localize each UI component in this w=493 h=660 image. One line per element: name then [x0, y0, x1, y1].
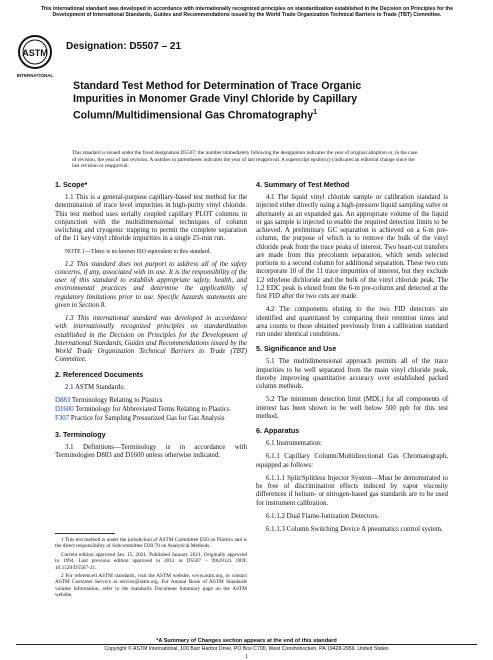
paragraph-1-2: 1.2 This standard does not purport to address all of the safety concerns, if any, associated with its use. It is the responsibility of the user of this standard to establish appropriate safety, health, and environmental practices and determine the applicability of regulatory limitations prior to use. Specific hazards statements are given in Section 8. [55, 260, 247, 309]
reference-item[interactable] [55, 415, 247, 423]
astm-logo-icon [16, 34, 54, 80]
section-scope-heading: 1. Scope* [55, 180, 88, 189]
document-title [73, 80, 403, 123]
title-text: Standard Test Method for Determination of Trace Organic Impurities in Monomer Grade Vinyl Chloride by Capillary Column/Multidimensional Gas Chromatography [73, 80, 362, 122]
section-significance-heading: 5. Significance and Use [256, 344, 337, 354]
paragraph-6-1-1-3: 6.1.1.3 Column Switching Device A pneumatics control system. [266, 526, 443, 533]
paragraph-6-1: 6.1 Instrumentation: [266, 440, 322, 447]
astm-logo [16, 34, 54, 80]
paragraph-6-1-1: 6.1.1 Capillary Column/Multidirectional Gas Chromatograph, equipped as follows: [256, 453, 448, 469]
section-apparatus-heading: 6. Apparatus [256, 426, 300, 435]
footnote-2: 2 For referenced ASTM standards, visit the ASTM website, www.astm.org, or contact ASTM Customer Service at service@astm.org. For Annual Book of ASTM Standards volume information, refer to the standard's Document Summary page on the ASTM website. [55, 573, 247, 599]
standard-issue-note: This standard is issued under the fixed designation D5507; the number immediately following the designation indicates the year of original adoption or, in the case of revision, the year of last revision. A number in parentheses indicates the year of last reapproval. A superscript epsilon (ε) indicates an editorial change since the last revision or reapproval. [72, 150, 418, 170]
page-number: 1 [245, 654, 248, 660]
footnotes [55, 533, 247, 601]
svg-text:INTERNATIONAL: INTERNATIONAL [16, 73, 54, 78]
summary-of-changes-note: *A Summary of Changes section appears at the end of this standard [156, 638, 337, 644]
footnote-1: 1 This test method is under the jurisdiction of ASTM Committee D20 on Plastics and is the direct responsibility of Subcommittee D20.70 on Analytical Methods. [55, 537, 247, 550]
paragraph-1-1: 1.1 This is a general-purpose capillary-based test method for the determination of trace level impurities in high-purity vinyl chloride. This test method uses serially coupled capillary PLOT columns in conjunction with the multidimensional techniques of column switching and cryogenic trapping to permit the complete separation of the 11 key vinyl chloride impurities in a single 25-min run. [55, 194, 247, 243]
paragraph-4-1: 4.1 The liquid vinyl chloride sample or calibration standard is injected either directly using a high-pressure liquid sampling valve or alternately as an expanded gas. An appropriate volume of the liquid or gas sample is injected to enable the required detection limits to be achieved. A preliminary GC separation is achieved on a 6-m pre-column, the purpose of which is to remove the bulk of the vinyl chloride peak from the trace peaks of interest. Two heart-cut transfers are made from this precolumn separation, which sends selected portions to a second column for additional separation. These two cuts incorporate 10 of the 11 trace impurities of interest, but they exclude 1,2 ethylene dichloride and the bulk of the vinyl chloride peak. The 1,2 EDC peak is eluted from the 6-m pre-column and detected at the first FID after the two cuts are made. [256, 194, 448, 300]
reference-title: Terminology Relating to Plastics [70, 396, 163, 404]
footnote-divider [55, 533, 115, 534]
svg-text:ASTM: ASTM [22, 48, 48, 58]
paragraph-6-1-1-2: 6.1.1.2 Dual Flame-Ionization Detectors. [266, 512, 380, 520]
reference-title: Practice for Sampling Pressurized Gas for Gas Analysis [69, 415, 225, 423]
footer-divider [16, 644, 477, 645]
section-summary-heading: 4. Summary of Test Method [256, 180, 350, 189]
standards-notice: This international standard was developed in accordance with internationally recognized principles on standardization established in the Decision on Principles for the Development of International Standards, Guides and Recommendations issued by the World Trade Organization Technical Barriers to Trade (TBT) Committee. [40, 6, 454, 19]
footnote-edition: Current edition approved Jan. 15, 2021. Published January 2021. Originally approved in 1994. Last previous edition approved in 2012 as D5507 – 99(2012). DOI: 10.1520/D5507-21. [55, 551, 247, 571]
paragraph-5-1: 5.1 The multidimensional approach permits all of the trace impurities to be well separated from the main vinyl chloride peak, thereby improving quantitative accuracy over established packed column methods. [256, 358, 448, 390]
designation: Designation: D5507 – 21 [66, 41, 182, 52]
title-footnote-mark: 1 [313, 109, 318, 116]
reference-item[interactable] [55, 406, 247, 414]
reference-item[interactable] [55, 397, 247, 405]
paragraph-2-1: 2.1 ASTM Standards: [65, 383, 125, 391]
paragraph-5-2: 5.2 The minimum detection limit (MDL) for all components of interest has been shown to be well below 500 ppb for this test method. [256, 396, 448, 420]
reference-code-link[interactable]: D883 [55, 396, 71, 404]
paragraph-4-2: 4.2 The components eluting to the two FID detectors are identified and quantitated by comparing their retention times and area counts to those obtained previously from a calibration standard run under identical conditions. [256, 306, 448, 338]
paragraph-3-1: 3.1 Definitions—Terminology is in accordance with Terminologies D883 and D1600 unless otherwise indicated. [55, 443, 247, 459]
section-terminology-heading: 3. Terminology [55, 429, 106, 439]
reference-code-link[interactable]: F307 [55, 415, 70, 423]
copyright: Copyright © ASTM International, 100 Barr Harbor Drive, PO Box C700, West Conshohocken, PA 19428-2959. United States [104, 646, 389, 652]
note-1: NOTE 1—There is no known ISO equivalent to this standard. [65, 248, 211, 255]
right-column [256, 180, 448, 539]
reference-title: Terminology for Abbreviated Terms Relating to Plastics [73, 406, 230, 413]
section-referenced-documents-heading: 2. Referenced Documents [55, 369, 144, 379]
left-column [55, 180, 247, 465]
paragraph-1-3: 1.3 This international standard was developed in accordance with internationally recognized principles on standardization established in the Decision on Principles for the Development of International Standards, Guides and Recommendations issued by the World Trade Organization Technical Barriers to Trade (TBT) Committee. [55, 315, 247, 364]
reference-code-link[interactable]: D1600 [55, 406, 74, 413]
paragraph-6-1-1-1: 6.1.1.1 Split/Splitless Injector System—Must be demonstrated to be free of discrimination effects induced by vapor viscosity differences if helium- or nitrogen-based gas standards are to be used for instrument calibration. [256, 474, 448, 507]
